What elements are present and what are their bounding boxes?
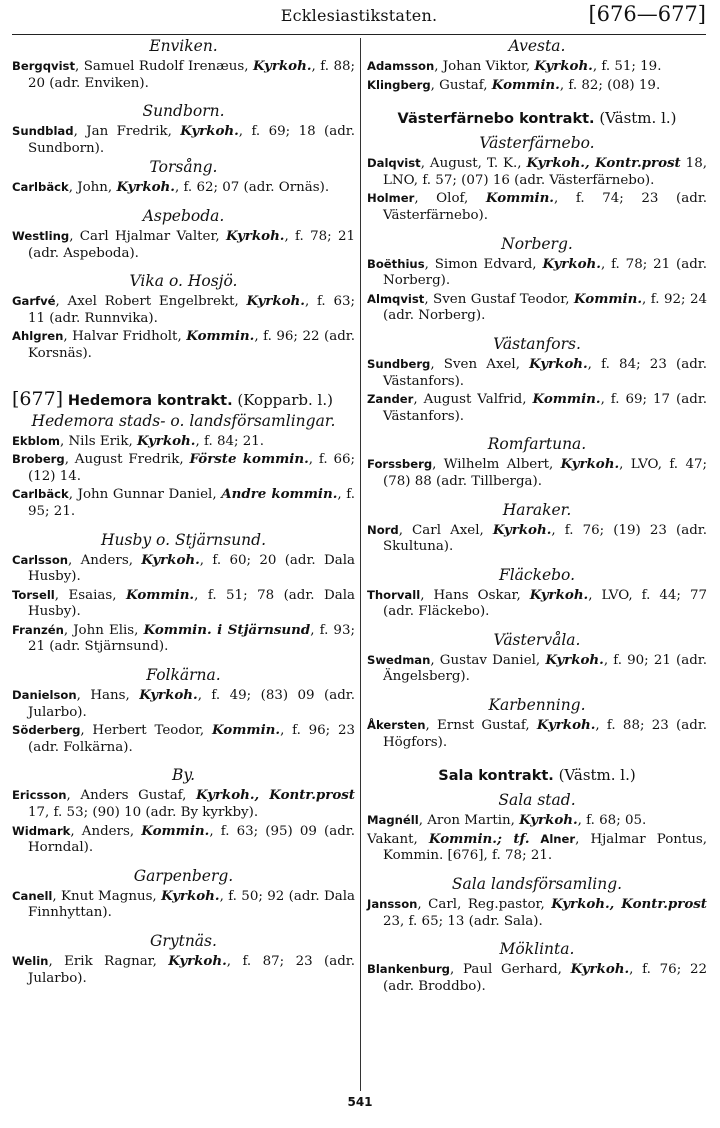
contract-heading — [367, 108, 707, 129]
parish-heading: Haraker. — [502, 500, 572, 519]
page-header — [12, 0, 706, 35]
clergy-entry — [367, 831, 707, 865]
clergy-entry — [367, 587, 707, 621]
person-name: Thorvall — [367, 587, 421, 602]
clergy-entry — [12, 722, 355, 756]
office-title: Kommin. — [141, 822, 210, 839]
office-title: Kyrkoh. — [139, 687, 198, 704]
entry-details: , f. 87; 23 (adr. Jularbo). — [28, 954, 355, 986]
clergy-entry — [367, 190, 707, 224]
clergy-entry — [367, 77, 707, 95]
clergy-entry — [12, 58, 355, 92]
entry-text: , Ernst Gustaf, — [425, 718, 537, 734]
office-title: Kyrkoh. — [545, 651, 604, 668]
entry-text: , Carl Axel, — [398, 522, 493, 538]
person-name: Broberg — [12, 452, 65, 467]
entry-details: , f. 51; 78 (adr. Dala Husby). — [28, 587, 355, 620]
left-column — [12, 36, 355, 987]
clergy-entry — [12, 888, 355, 922]
entry-text: , Hans, — [76, 688, 140, 704]
clergy-entry — [12, 433, 355, 451]
office-title: Kyrkoh., Kontr.prost — [196, 787, 355, 804]
person-name: Westling — [12, 228, 70, 243]
clergy-entry — [12, 687, 355, 721]
parish-heading: Garpenberg. — [133, 866, 234, 885]
office-title: Kyrkoh. — [168, 953, 227, 969]
clergy-entry — [12, 622, 355, 656]
page-range: [676—677] — [588, 2, 706, 26]
person-name: Carlbäck — [12, 180, 69, 195]
clergy-entry — [367, 155, 707, 189]
person-name: Garfvé — [12, 294, 56, 309]
column-divider — [360, 38, 361, 1091]
entry-text: , Sven Gustaf Teodor, — [424, 291, 574, 307]
entry-text: , Halvar Fridholt, — [63, 329, 187, 345]
entry-details: , f. 82; (08) 19. — [559, 77, 661, 93]
office-title: Kommin.; tf. — [428, 830, 530, 847]
parish-heading: Vika o. Hosjö. — [129, 272, 238, 291]
entry-details: , f. 63; (95) 09 (adr. Horndal). — [28, 823, 355, 856]
office-title: Kyrkoh. — [225, 227, 285, 244]
entry-details: , f. 69; 17 (adr. Västanfors). — [383, 392, 707, 424]
entry-details: , f. 78; 21 (adr. Norberg). — [383, 256, 707, 289]
parish-heading: Västervåla. — [493, 630, 581, 649]
office-title: Förste kommin. — [189, 451, 309, 468]
entry-details: , f. 95; 21. — [28, 487, 355, 519]
parish-heading: Västerfärnebo. — [479, 134, 595, 153]
clergy-entry — [367, 256, 707, 290]
clergy-entry — [12, 823, 355, 857]
office-title: Kyrkoh. — [536, 717, 596, 734]
person-name: Holmer — [367, 191, 415, 206]
entry-text: , Simon Edvard, — [424, 256, 543, 272]
person-name: Franzén — [12, 622, 64, 637]
entry-text: , Carl Hjalmar Valter, — [69, 228, 226, 244]
parish-heading: Sundborn. — [142, 102, 225, 121]
person-name: Boëthius — [367, 256, 425, 271]
person-name: Nord — [367, 522, 399, 537]
entry-text: , Esaias, — [54, 587, 126, 603]
office-title: Kyrkoh. — [534, 58, 593, 74]
office-title: Kyrkoh. — [519, 812, 578, 829]
person-name: Canell — [12, 888, 53, 903]
entry-text: , August Fredrik, — [64, 452, 190, 468]
office-title: Kommin. — [532, 391, 601, 408]
person-name: Ericsson — [12, 788, 67, 803]
office-title: Kyrkoh. — [529, 586, 589, 603]
parish-heading: Folkärna. — [146, 666, 221, 685]
clergy-entry — [12, 293, 355, 327]
person-name: Almqvist — [367, 291, 425, 306]
entry-text: , Hans Oskar, — [420, 587, 530, 603]
parish-heading: Grytnäs. — [150, 932, 217, 950]
entry-details: , f. 78; 21 (adr. Aspeboda). — [28, 228, 355, 261]
entry-details: , f. 66; (12) 14. — [28, 452, 356, 484]
contract-name: Hedemora kontrakt. — [67, 392, 233, 409]
entry-text: , Sven Axel, — [430, 356, 530, 372]
parish-heading: Hedemora stads- o. landsförsamlingar. — [31, 411, 336, 430]
entry-text: , Anders, — [68, 552, 142, 568]
person-name: Magnéll — [367, 813, 419, 828]
clergy-entry — [367, 456, 707, 490]
entry-text: , Gustav Daniel, — [430, 652, 546, 668]
entry-text: , Wilhelm Albert, — [432, 457, 561, 473]
entry-details: , f. 60; 20 (adr. Dala Husby). — [28, 552, 355, 585]
parish-heading: Torsång. — [149, 158, 218, 177]
person-name: Swedman — [367, 652, 431, 667]
entry-details: , f. 76; (19) 23 (adr. Skultuna). — [383, 522, 707, 555]
entry-details: , f. 84; 23 (adr. Västanfors). — [383, 356, 707, 389]
office-title: Kyrkoh., Kontr.prost — [526, 155, 681, 172]
clergy-entry — [367, 717, 707, 751]
clergy-entry — [367, 58, 707, 76]
clergy-entry — [367, 391, 707, 425]
entry-text: , Carl, Reg.pastor, — [417, 897, 552, 913]
parish-heading: Västanfors. — [493, 334, 581, 353]
office-title: Kommin. — [186, 328, 255, 345]
entry-text: , John, — [68, 180, 117, 196]
office-title: Kyrkoh. — [136, 432, 196, 449]
office-title: Kommin. — [211, 722, 281, 739]
parish-heading: By. — [171, 766, 195, 785]
contract-name: Västerfärnebo kontrakt. — [397, 111, 595, 128]
clergy-entry — [12, 787, 355, 821]
entry-text: , Johan Viktor, — [434, 59, 535, 74]
entry-details: , f. 68; 05. — [577, 813, 647, 829]
entry-details: , f. 62; 07 (adr. Ornäs). — [174, 180, 330, 196]
clergy-entry — [12, 123, 355, 157]
entry-details: , f. 88; 20 (adr. Enviken). — [28, 59, 355, 91]
entry-details: 17, f. 53; (90) 10 (adr. By kyrkby). — [28, 805, 259, 821]
entry-text: , August, T. K., — [420, 156, 527, 172]
entry-text: , Nils Erik, — [59, 433, 137, 449]
entry-text: , John Elis, — [63, 622, 144, 638]
parish-heading: Enviken. — [149, 37, 218, 55]
office-title: Kyrkoh. — [246, 293, 305, 310]
parish-heading: Möklinta. — [499, 940, 575, 959]
clergy-entry — [12, 486, 355, 520]
clergy-entry — [12, 587, 355, 621]
clergy-entry — [367, 522, 707, 556]
office-title: Kommin. — [573, 290, 643, 307]
clergy-entry — [12, 451, 355, 485]
person-name: Ekblom — [12, 433, 60, 448]
running-title: Ecklesiastikstaten. — [280, 6, 438, 25]
entry-details: , f. 88; 23 (adr. Högfors). — [383, 718, 708, 750]
entry-text: , Knut Magnus, — [52, 888, 162, 904]
office-title: Kommin. — [126, 586, 195, 603]
entry-text: , Axel Robert Engelbrekt, — [55, 294, 247, 310]
office-title: Kyrkoh. — [116, 179, 175, 196]
entry-details: , f. 51; 19. — [592, 59, 662, 74]
person-name: Danielson — [12, 688, 77, 703]
entry-text: , Aron Martin, — [418, 813, 520, 829]
clergy-entry — [12, 228, 355, 262]
person-name: Dalqvist — [367, 156, 421, 171]
entry-text: Vakant, — [367, 831, 429, 847]
entry-details: , LVO, f. 44; 77 (adr. Fläckebo). — [383, 587, 707, 620]
parish-heading: Romfartuna. — [487, 435, 587, 454]
parish-heading: Norberg. — [501, 234, 573, 253]
entry-text: , Paul Gerhard, — [449, 962, 571, 978]
entry-text: , Jan Fredrik, — [73, 124, 181, 140]
contract-page-number: [677] — [12, 387, 64, 410]
person-name: Adamsson — [367, 59, 435, 73]
parish-heading: Karbenning. — [488, 696, 586, 715]
parish-heading: Sala stad. — [498, 791, 576, 810]
contract-name: Sala kontrakt. — [438, 768, 554, 785]
entry-details: 23, f. 65; 13 (adr. Sala). — [383, 913, 543, 929]
clergy-entry — [367, 356, 707, 390]
right-column — [367, 36, 707, 995]
entry-details: , f. 93; 21 (adr. Stjärnsund). — [28, 622, 355, 655]
office-title: Kyrkoh. — [161, 887, 220, 904]
person-name: Welin — [12, 954, 49, 968]
person-name: Sundberg — [367, 356, 431, 371]
entry-details: , f. 74; 23 (adr. Västerfärnebo). — [383, 191, 708, 223]
person-name: Ahlgren — [12, 329, 64, 344]
person-name: Torsell — [12, 587, 55, 602]
office-title: Kyrkoh. — [492, 521, 552, 538]
office-title: Kommin. — [485, 190, 554, 207]
entry-text: , Samuel Rudolf Irenæus, — [75, 59, 254, 74]
entry-text: , Gustaf, — [430, 77, 492, 93]
office-title: Kyrkoh. — [180, 123, 239, 140]
entry-details: , f. 96; 22 (adr. Korsnäs). — [28, 329, 355, 361]
person-name: Söderberg — [12, 723, 81, 738]
entry-text: , Anders Gustaf, — [66, 788, 197, 804]
entry-text: , Erik Ragnar, — [48, 954, 169, 969]
person-name: Jansson — [367, 897, 418, 912]
entry-text: , Herbert Teodor, — [80, 723, 212, 739]
clergy-entry — [367, 961, 707, 995]
person-name: Forssberg — [367, 457, 433, 472]
contract-county: (Västm. l.) — [594, 109, 677, 128]
entry-details: , f. 50; 92 (adr. Dala Finnhyttan). — [28, 888, 355, 921]
entry-text: , August Valfrid, — [413, 392, 533, 408]
office-title: Kyrkoh. — [560, 456, 620, 473]
clergy-entry — [12, 179, 355, 197]
parish-heading: Avesta. — [508, 37, 566, 55]
entry-details: , f. 96; 23 (adr. Folkärna). — [28, 723, 355, 755]
parish-heading: Husby o. Stjärnsund. — [100, 530, 267, 549]
entry-details: , f. 69; 18 (adr. Sundborn). — [28, 124, 355, 156]
office-title: Kyrkoh., Kontr.prost — [551, 896, 707, 913]
clergy-entry — [367, 652, 707, 686]
person-name: Klingberg — [367, 77, 431, 92]
person-name: Widmark — [12, 823, 71, 838]
office-title: Andre kommin. — [221, 486, 338, 503]
person-name: Alner — [529, 831, 576, 846]
entry-text: , John Gunnar Daniel, — [68, 487, 222, 503]
parish-heading: Aspeboda. — [142, 206, 225, 225]
contract-county: (Västm. l.) — [553, 766, 636, 785]
office-title: Kyrkoh. — [141, 551, 200, 568]
contract-heading — [12, 389, 355, 411]
entry-details: , LVO, f. 47; (78) 88 (adr. Tillberga). — [383, 457, 707, 489]
entry-details: , Hjalmar Pontus, Kommin. [676], f. 78; 21. — [383, 831, 708, 864]
entry-text: , Olof, — [414, 191, 486, 207]
entry-details: 18, LNO, f. 57; (07) 16 (adr. Västerfärnebo). — [383, 156, 707, 188]
entry-details: , f. 49; (83) 09 (adr. Jularbo). — [28, 688, 355, 720]
clergy-entry — [367, 896, 707, 930]
parish-heading: Sala landsförsamling. — [451, 875, 623, 894]
entry-details: , f. 76; 22 (adr. Broddbo). — [383, 962, 707, 994]
office-title: Kommin. — [491, 76, 560, 93]
person-name: Blankenburg — [367, 962, 450, 977]
clergy-entry — [367, 812, 707, 830]
office-title: Kyrkoh. — [253, 58, 312, 74]
office-title: Kyrkoh. — [542, 255, 601, 272]
clergy-entry — [12, 328, 355, 362]
person-name: Zander — [367, 392, 414, 407]
clergy-entry — [367, 291, 707, 325]
person-name: Carlbäck — [12, 487, 69, 502]
office-title: Kyrkoh. — [570, 961, 630, 978]
entry-text: , Anders, — [70, 823, 142, 839]
entry-details: , f. 92; 24 (adr. Norberg). — [383, 291, 707, 324]
clergy-entry — [12, 552, 355, 586]
office-title: Kommin. i Stjärnsund — [143, 621, 311, 638]
person-name: Sundblad — [12, 124, 74, 139]
page-number: 541 — [347, 1095, 373, 1109]
person-name: Carlsson — [12, 552, 69, 567]
clergy-entry — [12, 953, 355, 987]
entry-details: , f. 84; 21. — [195, 433, 265, 449]
entry-details: , f. 90; 21 (adr. Ängelsberg). — [383, 652, 707, 685]
person-name: Bergqvist — [12, 59, 75, 73]
person-name: Åkersten — [367, 718, 426, 733]
entry-details: , f. 63; 11 (adr. Runnvika). — [28, 294, 355, 326]
contract-county: (Kopparb. l.) — [232, 390, 333, 409]
contract-heading — [367, 765, 707, 786]
office-title: Kyrkoh. — [529, 355, 588, 372]
parish-heading: Fläckebo. — [498, 565, 576, 584]
